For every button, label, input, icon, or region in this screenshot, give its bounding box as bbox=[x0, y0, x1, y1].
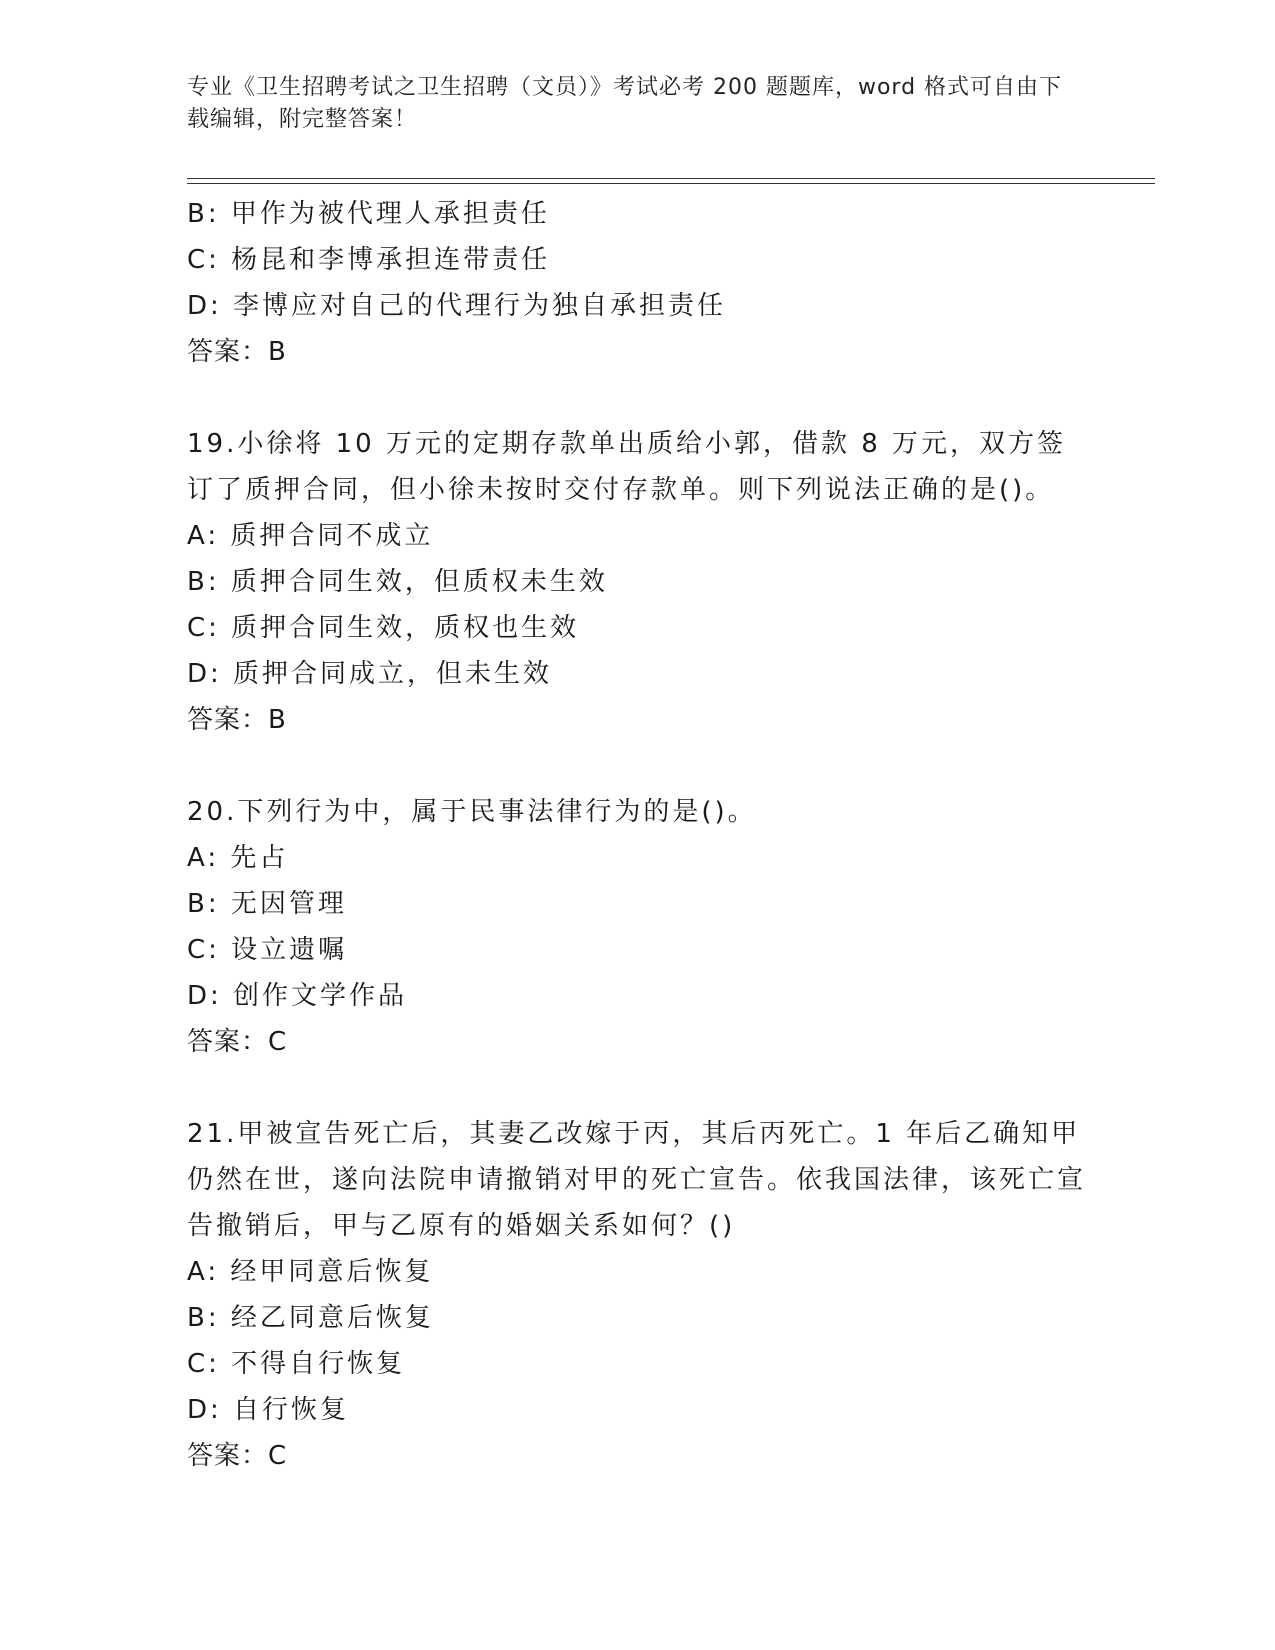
option-b: B: 无因管理 bbox=[187, 889, 347, 919]
option-c: C: 设立遗嘱 bbox=[187, 935, 348, 965]
question-18-continued bbox=[187, 191, 1087, 375]
answer: 答案：C bbox=[187, 1441, 288, 1471]
option-b: B: 甲作为被代理人承担责任 bbox=[187, 199, 550, 229]
answer: 答案：C bbox=[187, 1027, 288, 1057]
question-list bbox=[187, 191, 1087, 1479]
option-a: A: 先占 bbox=[187, 843, 289, 873]
option-c: C: 质押合同生效，质权也生效 bbox=[187, 613, 580, 643]
option-a: A: 经甲同意后恢复 bbox=[187, 1257, 434, 1287]
option-d: D: 李博应对自己的代理行为独自承担责任 bbox=[187, 291, 727, 321]
option-b: B: 质押合同生效，但质权未生效 bbox=[187, 567, 608, 597]
header-rule-top bbox=[187, 178, 1155, 179]
answer: 答案：B bbox=[187, 705, 287, 735]
option-a: A: 质押合同不成立 bbox=[187, 521, 434, 551]
answer: 答案：B bbox=[187, 337, 287, 367]
question-21 bbox=[187, 1111, 1087, 1479]
question-text: 20.下列行为中，属于民事法律行为的是()。 bbox=[187, 797, 757, 827]
option-d: D: 自行恢复 bbox=[187, 1395, 350, 1425]
option-b: B: 经乙同意后恢复 bbox=[187, 1303, 434, 1333]
option-d: D: 质押合同成立，但未生效 bbox=[187, 659, 553, 689]
header-rule-bottom bbox=[187, 183, 1155, 184]
question-text: 19.小徐将 10 万元的定期存款单出质给小郭，借款 8 万元，双方签订了质押合同，但小徐未按时交付存款单。则下列说法正确的是()。 bbox=[187, 429, 1067, 505]
question-20 bbox=[187, 789, 1087, 1065]
option-c: C: 杨昆和李博承担连带责任 bbox=[187, 245, 551, 275]
document-header: 专业《卫生招聘考试之卫生招聘（文员）》考试必考 200 题题库，word 格式可自由下载编辑，附完整答案！ bbox=[187, 75, 1063, 132]
question-text: 21.甲被宣告死亡后，其妻乙改嫁于丙，其后丙死亡。1 年后乙确知甲仍然在世，遂向法院申请撤销对甲的死亡宣告。依我国法律，该死亡宣告撤销后，甲与乙原有的婚姻关系如何？() bbox=[187, 1119, 1087, 1241]
question-19 bbox=[187, 421, 1087, 743]
option-c: C: 不得自行恢复 bbox=[187, 1349, 406, 1379]
option-d: D: 创作文学作品 bbox=[187, 981, 408, 1011]
